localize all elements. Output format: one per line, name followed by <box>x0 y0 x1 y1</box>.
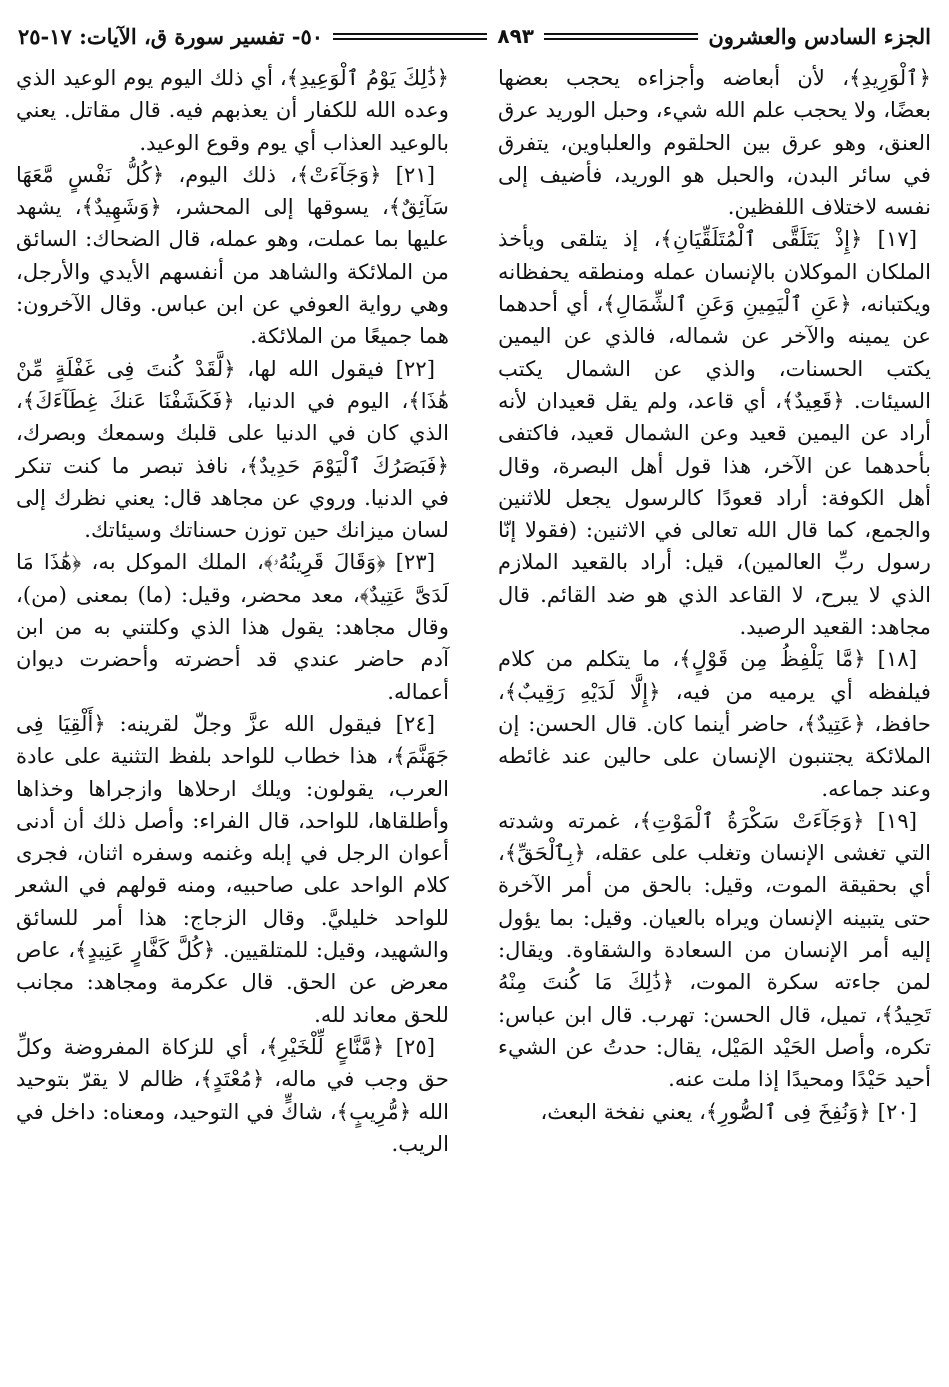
verse-19-commentary: [١٩] ﴿وَجَآءَتْ سَكْرَةُ ٱلْمَوْتِ﴾، غمرته وشدته التي تغشى الإنسان وتغلب على عقله، ﴿بِٱلْحَقِّ﴾، أي بحقيقة الموت، وقيل: بالحق من أمر الآخرة حتى يتبينه الإنسان ويراه بالعيان. وقيل: بما يؤول إليه أمر الإنسان من السعادة والشقاوة. ويقال: لمن جاءته سكرة الموت، ﴿ذَٰلِكَ مَا كُنتَ مِنْهُ تَحِيدُ﴾، تميل، قال الحسن: تهرب. قال ابن عباس: تكره، وأصل الحَيْد المَيْل، يقال: حدتُ عن الشيء أحيد حَيْدًا ومحيدًا إذا ملت عنه. <box>498 807 931 1092</box>
verse-22-commentary: [٢٢] فيقول الله لها، ﴿لَّقَدْ كُنتَ فِى غَفْلَةٍ مِّنْ هَٰذَا﴾، اليوم في الدنيا، ﴿فَكَشَفْنَا عَنكَ غِطَآءَكَ﴾، الذي كان في الدنيا على قلبك وسمعك وبصرك، ﴿فَبَصَرُكَ ٱلْيَوْمَ حَدِيدٌ﴾، نافذ تبصر ما كنت تنكر في الدنيا. وروي عن مجاهد قال: يعني نظرك إلى لسان ميزانك حين توزن حسناتك وسيئاتك. <box>16 355 449 543</box>
left-column <box>16 62 449 1160</box>
verse-17-commentary: [١٧] ﴿إِذْ يَتَلَقَّى ٱلْمُتَلَقِّيَانِ﴾، إذ يتلقى ويأخذ الملكان الموكلان بالإنسان عمله ومنطقه يحفظانه ويكتبانه، ﴿عَنِ ٱلْيَمِينِ وَعَنِ ٱلشِّمَالِ﴾، أي أحدهما عن يمينه والآخر عن شماله، فالذي عن اليمين يكتب الحسنات، والذي عن الشمال يكتب السيئات. ﴿قَعِيدٌ﴾، أي قاعد، ولم يقل قعيدان لأنه أراد عن اليمين قعيد وعن الشمال قعيد، فاكتفى بأحدهما عن الآخر، هذا قول أهل البصرة، وقال أهل الكوفة: أراد قعودًا كالرسول يجعل للاثنين والجمع، كما قال الله تعالى في الاثنين: (فقولا إنّا رسول ربِّ العالمين)، قيل: أراد بالقعيد الملازم الذي لا يبرح، لا القاعد الذي هو ضد القائم. قال مجاهد: القعيد الرصيد. <box>498 226 931 640</box>
verse-25-commentary: [٢٥] ﴿مَّنَّاعٍ لِّلْخَيْرِ﴾، أي للزكاة المفروضة وكلِّ حق وجب في ماله، ﴿مُعْتَدٍ﴾، ظالم لا يقرّ بتوحيد الله ﴿مُّرِيبٍ﴾، شاكٍّ في التوحيد، ومعناه: داخل في الريب. <box>16 1033 449 1156</box>
page-number: ٨٩٣ <box>497 24 535 48</box>
verse-18-commentary: [١٨] ﴿مَّا يَلْفِظُ مِن قَوْلٍ﴾، ما يتكلم من كلام فيلفظه أي يرميه من فيه، ﴿إِلَّا لَدَيْهِ رَقِيبٌ﴾، حافظ، ﴿عَتِيدٌ﴾، حاضر أينما كان. قال الحسن: إن الملائكة يجتنبون الإنسان على حالين عند غائطه وعند جماعه. <box>498 646 931 801</box>
verse-21-commentary: [٢١] ﴿وَجَآءَتْ﴾، ذلك اليوم، ﴿كُلُّ نَفْسٍ مَّعَهَا سَآئِقٌ﴾، يسوقها إلى المحشر، ﴿وَشَهِيدٌ﴾، يشهد عليها بما عملت، وهو عمله، قال الضحاك: السائق من الملائكة والشاهد من أنفسهم الأيدي والأرجل، وهي رواية العوفي عن ابن عباس. وقال الآخرون: هما جميعًا من الملائكة. <box>16 161 449 349</box>
header-rule-left <box>333 33 487 40</box>
surah-title: ٥٠- تفسير سورة ق، الآيات: ١٧-٢٥ <box>17 23 324 49</box>
paragraph: ﴿ذَٰلِكَ يَوْمُ ٱلْوَعِيدِ﴾، أي ذلك اليوم يوم الوعيد الذي وعده الله للكفار أن يعذبهم فيه. قال مقاتل. يعني بالوعيد العذاب أي يوم وقوع الوعيد. <box>16 65 449 155</box>
verse-20-commentary: [٢٠] ﴿وَنُفِخَ فِى ٱلصُّورِ﴾، يعني نفخة البعث، <box>540 1098 917 1124</box>
verse-23-commentary: [٢٣] ﴿وَقَالَ قَرِينُهُۥ﴾، الملك الموكل به، ﴿هَٰذَا مَا لَدَىَّ عَتِيدٌ﴾، معد محضر، وقيل: (ما) بمعنى (من)، وقال مجاهد: يقول هذا الذي وكلتني به من ابن آدم حاضر عندي قد أحضرته وأحضرت ديوان أعماله. <box>16 549 449 704</box>
header-rule-right <box>544 33 698 40</box>
part-title: الجزء السادس والعشرون <box>708 23 931 49</box>
page-header <box>18 16 931 56</box>
paragraph: ﴿ٱلْوَرِيدِ﴾، لأن أبعاضه وأجزاءه يحجب بعضها بعضًا، ولا يحجب علم الله شيء، وحبل الوريد عرق العنق، وهو عرق بين الحلقوم والعلباوين، يتفرق في سائر البدن، والحبل هو الوريد، فأضيف إلى نفسه لاختلاف اللفظين. <box>498 65 931 220</box>
verse-24-commentary: [٢٤] فيقول الله عزَّ وجلّ لقرينه: ﴿أَلْقِيَا فِى جَهَنَّمَ﴾، هذا خطاب للواحد بلفظ التثنية على عادة العرب، يقولون: ويلك ارحلاها وازجراها وخذاها وأطلقاها، للواحد، قال الفراء: وأصل ذلك أن أدنى أعوان الرجل في إبله وغنمه وسفره اثنان، فجرى كلام الواحد على صاحبيه، ومنه قولهم في الشعر للواحد خليليَّ. وقال الزجاج: هذا أمر للسائق والشهيد، وقيل: للمتلقيين. ﴿كُلَّ كَفَّارٍ عَنِيدٍ﴾، عاص معرض عن الحق. قال عكرمة ومجاهد: مجانب للحق معاند لله. <box>16 710 449 1027</box>
right-column <box>498 62 931 1128</box>
